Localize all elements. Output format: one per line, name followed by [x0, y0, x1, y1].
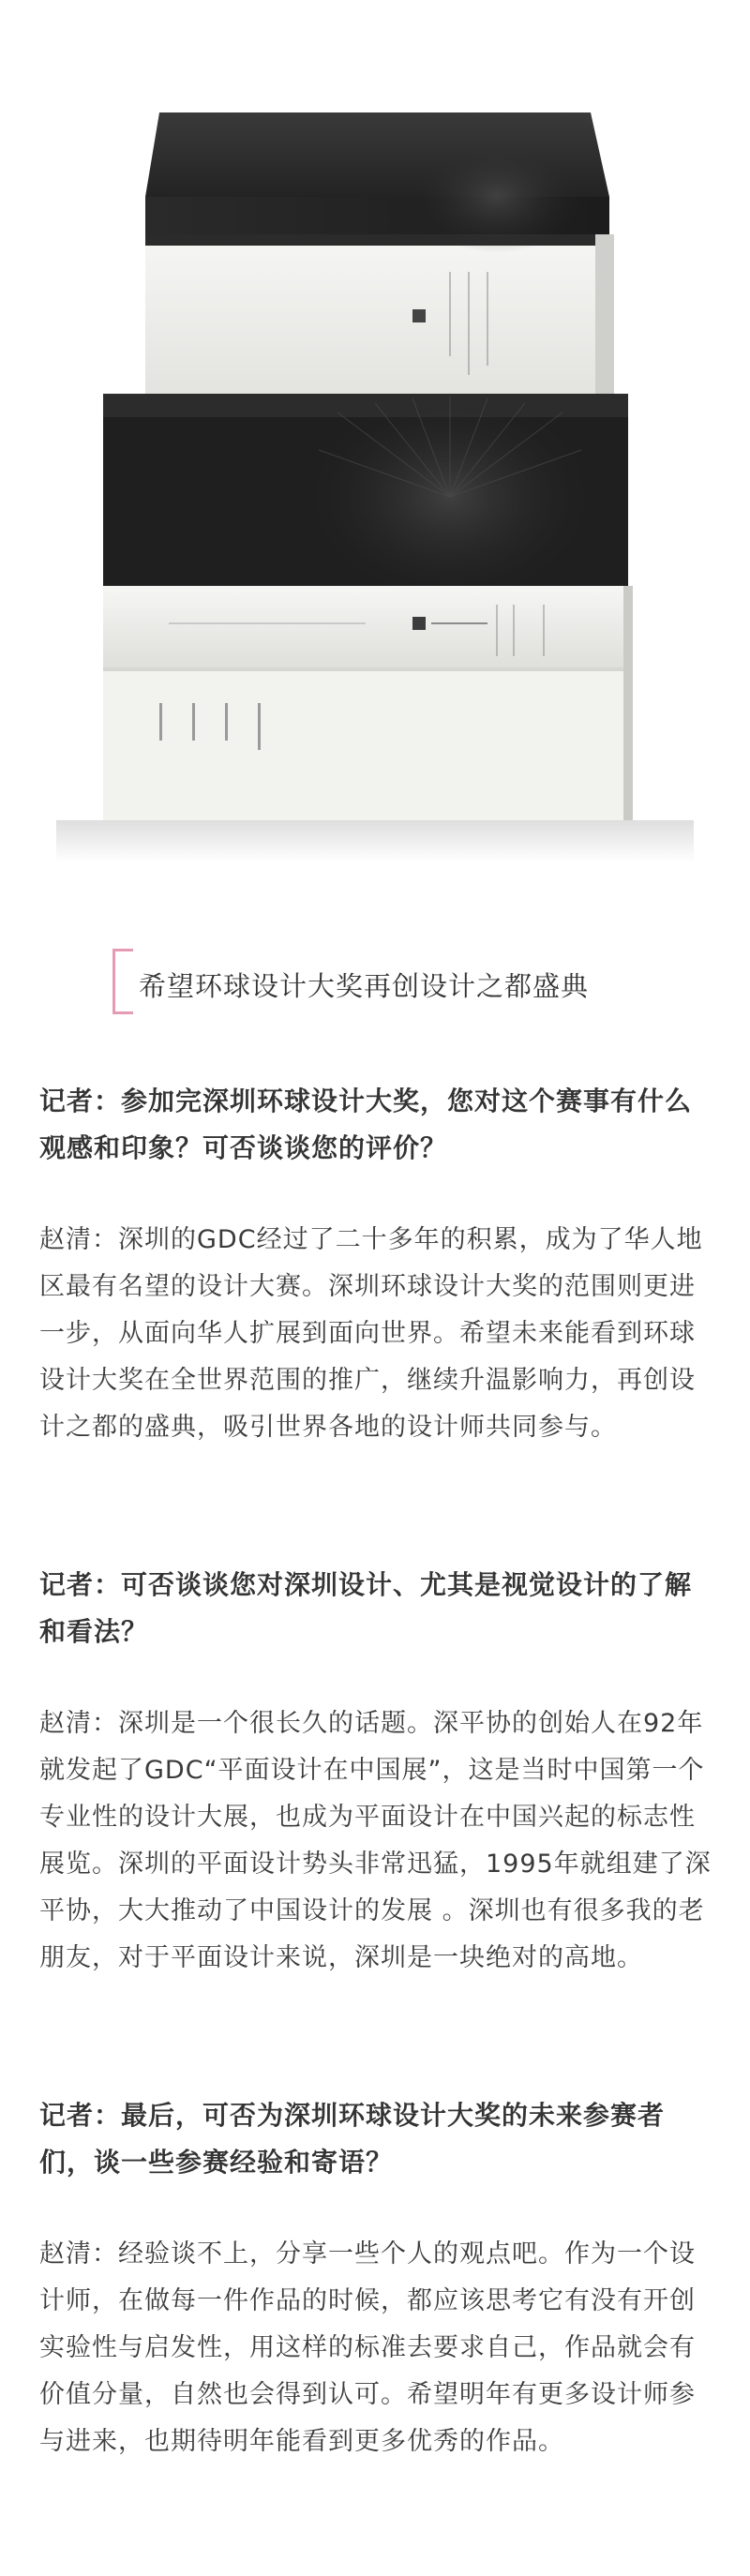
interview-content	[39, 1078, 714, 2576]
book-box-set-image	[56, 94, 694, 862]
lower-book-box	[56, 394, 694, 862]
answer-text: 赵清：经验谈不上，分享一些个人的观点吧。作为一个设计师，在做每一件作品的时候，都应该思考它有没有开创实验性与启发性，用这样的标准去要求自己，作品就会有价值分量，自然也会得到认可。希望明年有更多设计师参与进来，也期待明年能看到更多优秀的作品。	[39, 2239, 696, 2456]
image-caption	[112, 949, 656, 1014]
caption-bracket-decoration	[112, 949, 133, 1014]
answer-text: 赵清：深圳的GDC经过了二十多年的积累，成为了华人地区最有名望的设计大赛。深圳环球设计大奖的范围则更进一步，从面向华人扩展到面向世界。希望未来能看到环球设计大奖在全世界范围的推广，继续升温影响力，再创设计之都的盛典，吸引世界各地的设计师共同参与。	[39, 1225, 703, 1442]
question-text: 记者：可否谈谈您对深圳设计、尤其是视觉设计的了解和看法？	[39, 1569, 693, 1647]
question-text: 记者：参加完深圳环球设计大奖，您对这个赛事有什么观感和印象？可否谈谈您的评价？	[39, 1086, 693, 1163]
caption-text: 希望环球设计大奖再创设计之都盛典	[139, 970, 590, 1002]
upper-book-box	[145, 112, 614, 436]
book-photo	[56, 94, 694, 862]
qa-block	[39, 1078, 714, 1451]
answer-text: 赵清：深圳是一个很长久的话题。深平协的创始人在92年就发起了GDC“平面设计在中国展”，这是当时中国第一个专业性的设计大展，也成为平面设计在中国兴起的标志性展览。深圳的平面设计势头非常迅猛，1995年就组建了深平协，大大推动了中国设计的发展 。深圳也有很多我的老朋友，对于平面设计来说，深圳是一块绝对的高地。	[39, 1709, 712, 1972]
qa-block	[39, 1562, 714, 1982]
question-text: 记者：最后，可否为深圳环球设计大奖的未来参赛者们，谈一些参赛经验和寄语？	[39, 2100, 666, 2178]
qa-block	[39, 2092, 714, 2465]
